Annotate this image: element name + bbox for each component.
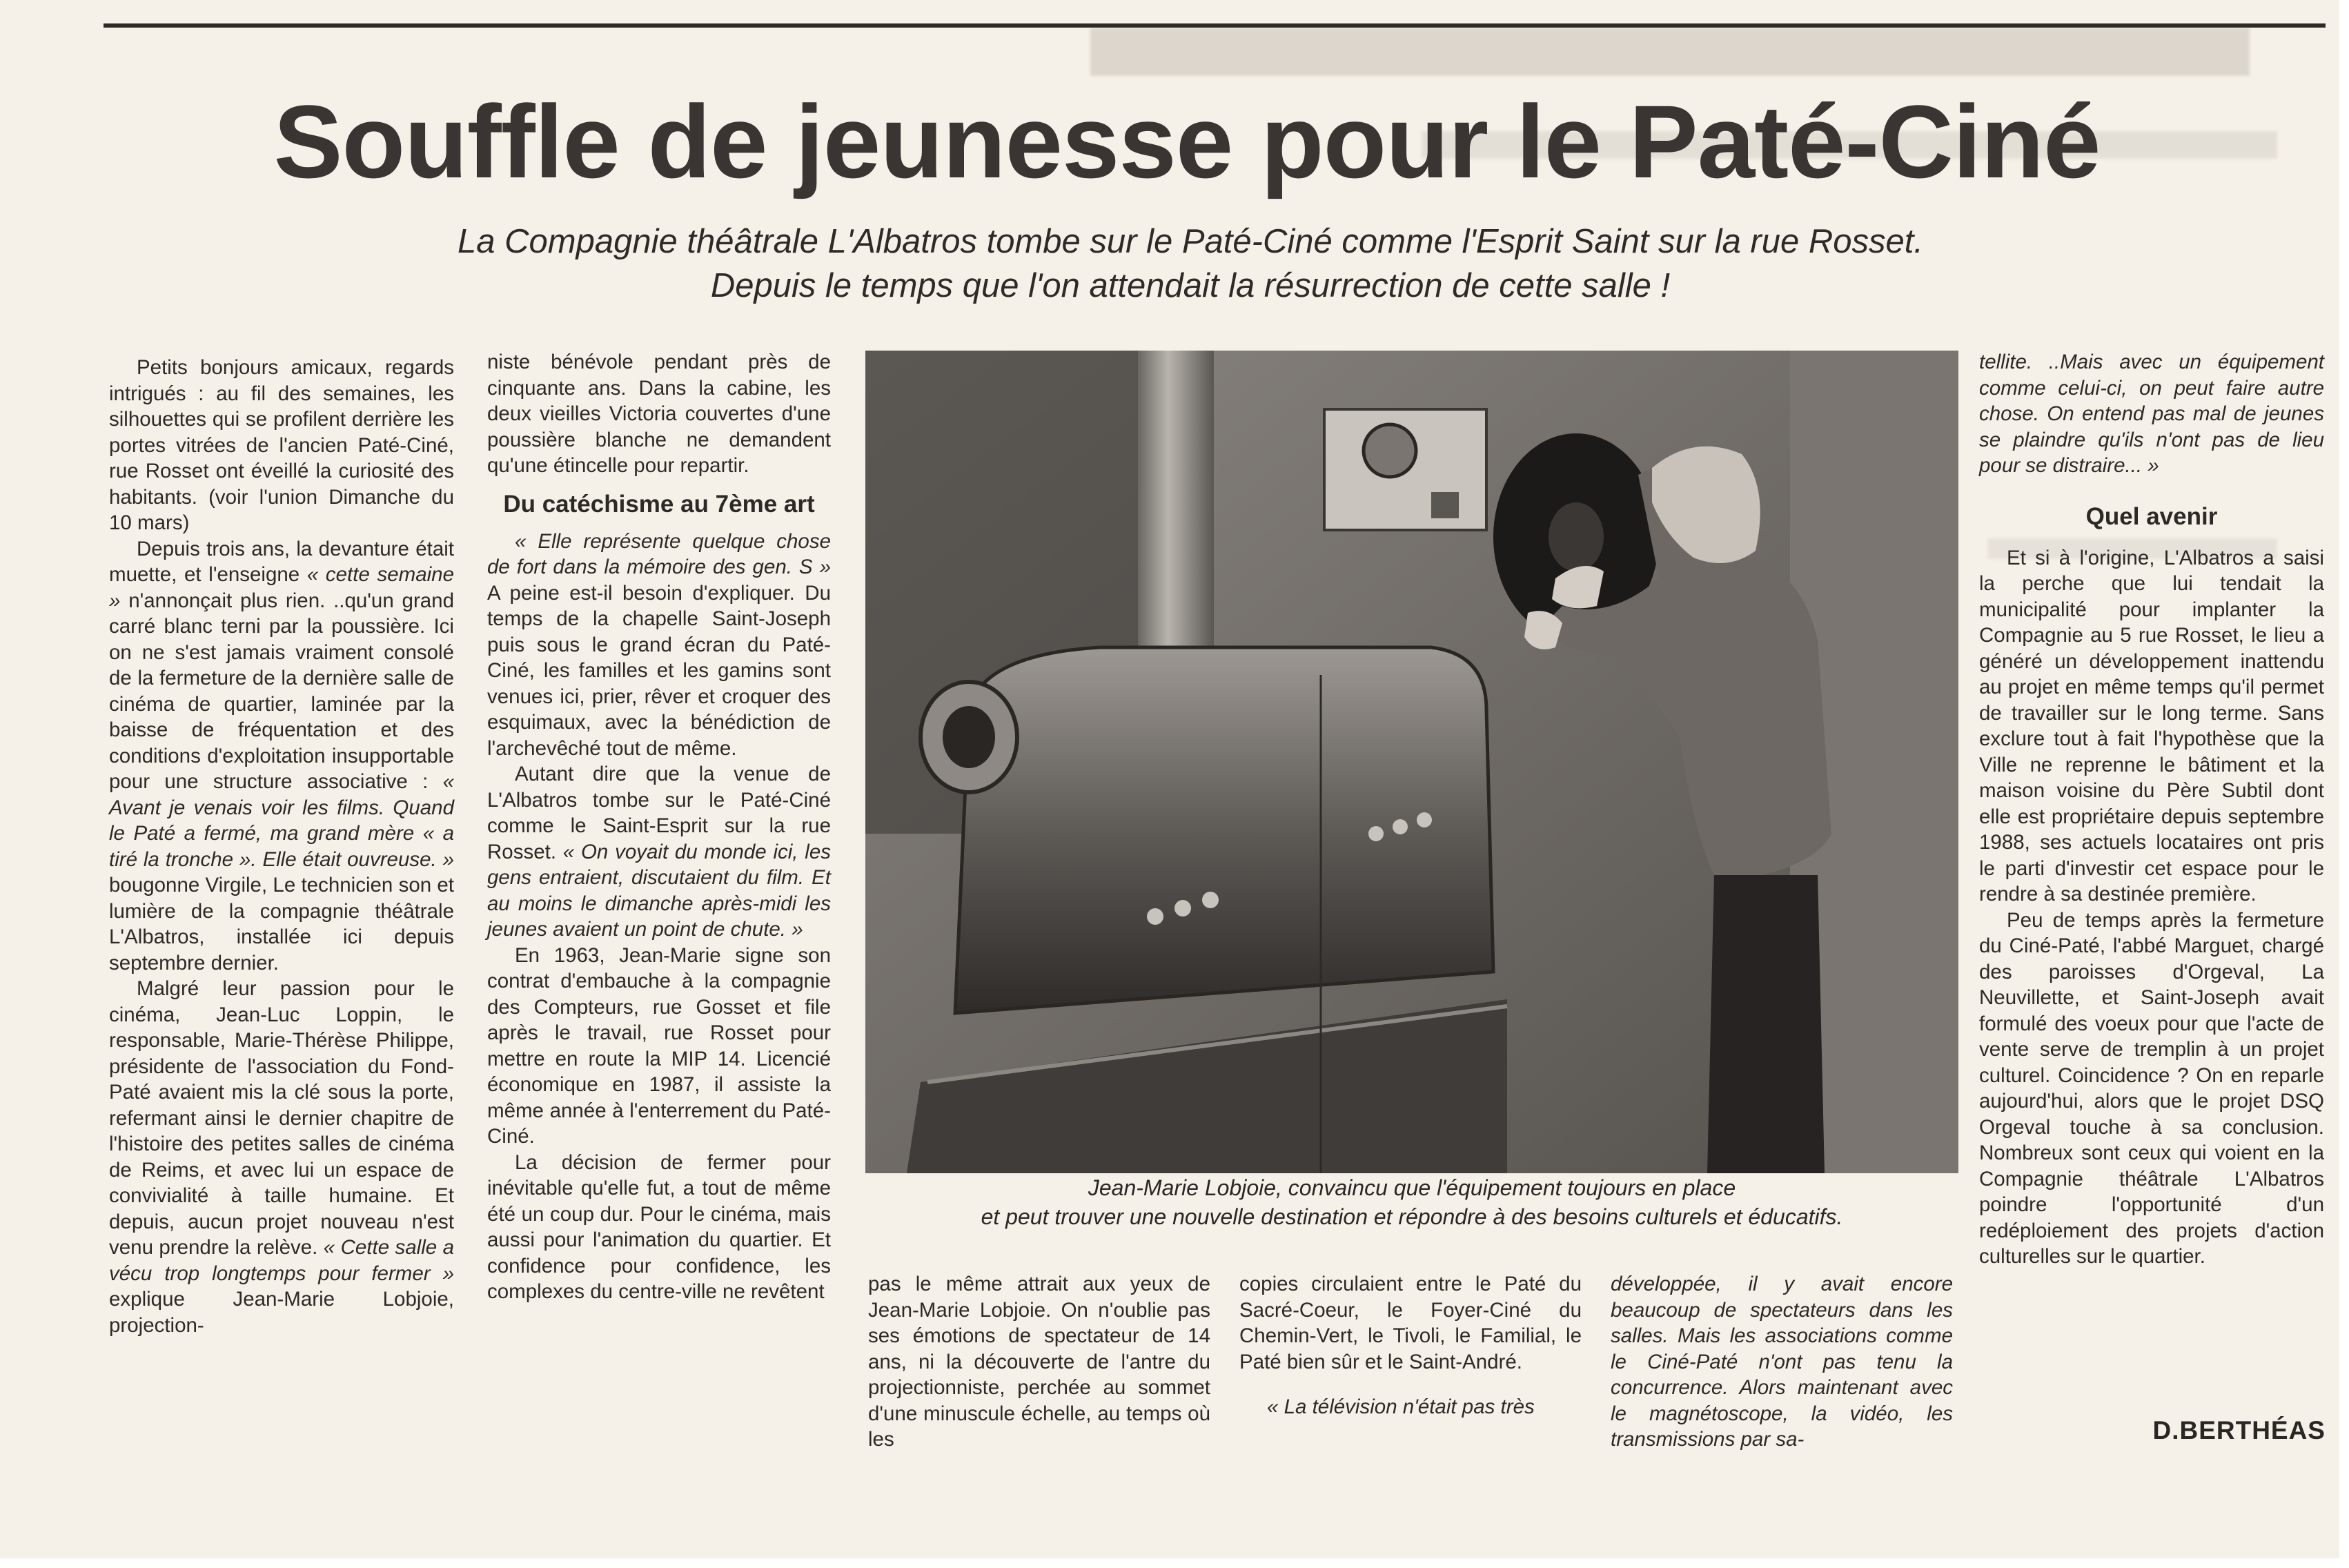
deck: [207, 219, 2174, 308]
paragraph: [487, 529, 831, 762]
deck-line-2: Depuis le temps que l'on attendait la résurrection de cette salle !: [710, 267, 1671, 304]
column-1: [109, 355, 454, 1338]
caption-line-1: Jean-Marie Lobjoie, convaincu que l'équipement toujours en place: [1088, 1175, 1736, 1200]
projector-photo-illustration: [865, 351, 1958, 1173]
photo-caption: [865, 1173, 1958, 1231]
text-span: n'annonçait plus rien. ..qu'un grand carré blanc terni par la poussière. Ici on ne s'est jamais vraiment consolé de la fermeture de la dernière salle de cinéma de quartier, laminée par la baisse de fréquentation et des conditions d'exploitation insupportable pour une structure associative :: [109, 589, 454, 793]
text-span: Autant dire que la venue de L'Albatros tombe sur le Paté-Ciné comme le Saint-Esprit sur la rue Rosset.: [487, 763, 831, 863]
column-5: [1611, 1271, 1953, 1453]
text-span: Depuis trois ans, la devanture était muette, et l'enseigne: [109, 537, 454, 586]
column-2: [487, 349, 831, 1305]
bleed-through-text: [1090, 28, 2250, 76]
paragraph: « La télévision n'était pas très: [1267, 1395, 1535, 1418]
quote: « Avant je venais voir les films. Quand le Paté a fermé, ma grand mère « a tiré la tronche ». Elle était ouvreuse. »: [109, 770, 454, 871]
paragraph: pas le même attrait aux yeux de Jean-Marie Lobjoie. On n'oublie pas ses émotions de spectateur de 14 ans, ni la découverte de l'antre du projectionniste, perchée au sommet d'une minuscule échelle, au temps où les: [868, 1273, 1210, 1451]
subhead: Du catéchisme au 7ème art: [503, 490, 815, 518]
quote: « cette semaine »: [109, 563, 454, 612]
quote: « On voyait du monde ici, les gens entraient, discutaient du film. Et au moins le dimanche après-midi les jeunes avaient un point de chute. »: [487, 840, 831, 941]
paragraph: La décision de fermer pour inévitable qu'elle fut, a tout de même été un coup dur. Pour le cinéma, mais aussi pour l'animation du quartier. Et confidence pour confidence, les complexes du centre-ville ne revêtent: [487, 1150, 831, 1303]
headline: Souffle de jeunesse pour le Paté-Ciné: [273, 84, 2101, 199]
text-span: explique Jean-Marie Lobjoie, projection-: [109, 1288, 454, 1337]
paragraph: niste bénévole pendant près de cinquante ans. Dans la cabine, les deux vieilles Victoria couvertes d'une poussière blanche ne demandent qu'une étincelle pour repartir.: [487, 351, 831, 477]
column-3: [868, 1271, 1210, 1453]
caption-line-2: et peut trouver une nouvelle destination et répondre à des besoins culturels et éducatifs.: [981, 1204, 1843, 1229]
paragraph: [109, 976, 454, 1338]
paragraph: Petits bonjours amicaux, regards intrigués : au fil des semaines, les silhouettes qui se profilent derrière les portes vitrées de l'ancien Paté-Ciné, rue Rosset ont éveillé la curiosité des habitants. (voir l'union Dimanche du 10 mars): [109, 356, 454, 534]
scan-border: [0, 1558, 2349, 1568]
projector-photo: [865, 351, 1958, 1173]
paragraph: développée, il y avait encore beaucoup de spectateurs dans les salles. Mais les associations comme le Ciné-Paté n'ont pas tenu la concurrence. Alors maintenant avec le magnétoscope, la vidéo, les transmissions par sa-: [1611, 1273, 1953, 1451]
quote: « Elle représente quelque chose de fort dans la mémoire des gen. S »: [487, 529, 831, 578]
column-4: [1239, 1271, 1582, 1420]
paragraph: En 1963, Jean-Marie signe son contrat d'embauche à la compagnie des Compteurs, rue Gosset et file après le travail, rue Rosset pour mettre en route la MIP 14. Licencié économique en 1987, il assiste la même année à l'enterrement du Paté-Ciné.: [487, 943, 831, 1148]
paragraph: copies circulaient entre le Paté du Sacré-Coeur, le Foyer-Ciné du Chemin-Vert, le Tivoli, le Familial, le Paté bien sûr et le Saint-André.: [1239, 1273, 1582, 1373]
text-span: bougonne Virgile, Le technicien son et lumière de la compagnie théâtrale L'Albatros, installée ici depuis septembre dernier.: [109, 874, 454, 974]
paragraph: Peu de temps après la fermeture du Ciné-Paté, l'abbé Marguet, chargé des paroisses d'Orgeval, La Neuvillette, et Saint-Joseph avait formulé des voeux pour que l'acte de vente serve de tremplin à un projet culturel. Coincidence ? On en reparle aujourd'hui, alors que le projet DSQ Orgeval touche à sa conclusion. Nombreux sont ceux qui voient en la Compagnie théâtrale L'Albatros poindre l'opportunité d'un redéploiement des projets d'action culturelles sur le quartier.: [1979, 908, 2324, 1268]
subhead: Quel avenir: [2085, 502, 2218, 530]
paragraph: Et si à l'origine, L'Albatros a saisi la perche que lui tendait la municipalité pour implanter la Compagnie au 5 rue Rosset, le lieu a généré un développement inattendu au projet en même temps qu'il permet de travailler sur le long terme. Sans exclure tout à fait l'hypothèse que la Ville ne reprenne le bâtiment et la maison voisine du Père Subtil dont elle est propriétaire depuis septembre 1988, ses actuels locataires ont pris le parti d'investir cet espace pour le rendre à sa destinée première.: [1979, 546, 2324, 905]
text-span: Malgré leur passion pour le cinéma, Jean-Luc Loppin, le responsable, Marie-Thérèse Philippe, présidente de l'association du Fond-Paté avaient mis la clé sous la porte, refermant ainsi le dernier chapitre de l'histoire des petites salles de cinéma de Reims, et avec lui un espace de convivialité à taille humaine. Et depuis, aucun projet nouveau n'est venu prendre la relève.: [109, 977, 454, 1259]
paragraph: tellite. ..Mais avec un équipement comme celui-ci, on peut faire autre chose. On entend pas mal de jeunes se plaindre qu'ils n'ont pas de lieu pour se distraire... »: [1979, 351, 2324, 477]
text-span: A peine est-il besoin d'expliquer. Du temps de la chapelle Saint-Joseph puis sous le grand écran du Paté-Ciné, les familles et les gamins sont venues ici, prier, rêver et croquer des esquimaux, avec la bénédiction de l'archevêché tout de même.: [487, 581, 831, 760]
scan-border: [2339, 0, 2349, 1568]
deck-line-1: La Compagnie théâtrale L'Albatros tombe sur le Paté-Ciné comme l'Esprit Saint sur la rue Rosset.: [458, 223, 1923, 260]
column-6: [1979, 349, 2324, 1270]
paragraph: [487, 761, 831, 943]
top-rule: [104, 23, 2326, 28]
paragraph: [109, 536, 454, 977]
quote: « Cette salle a vécu trop longtemps pour fermer »: [109, 1236, 454, 1285]
byline: D.BERTHÉAS: [2152, 1416, 2326, 1444]
